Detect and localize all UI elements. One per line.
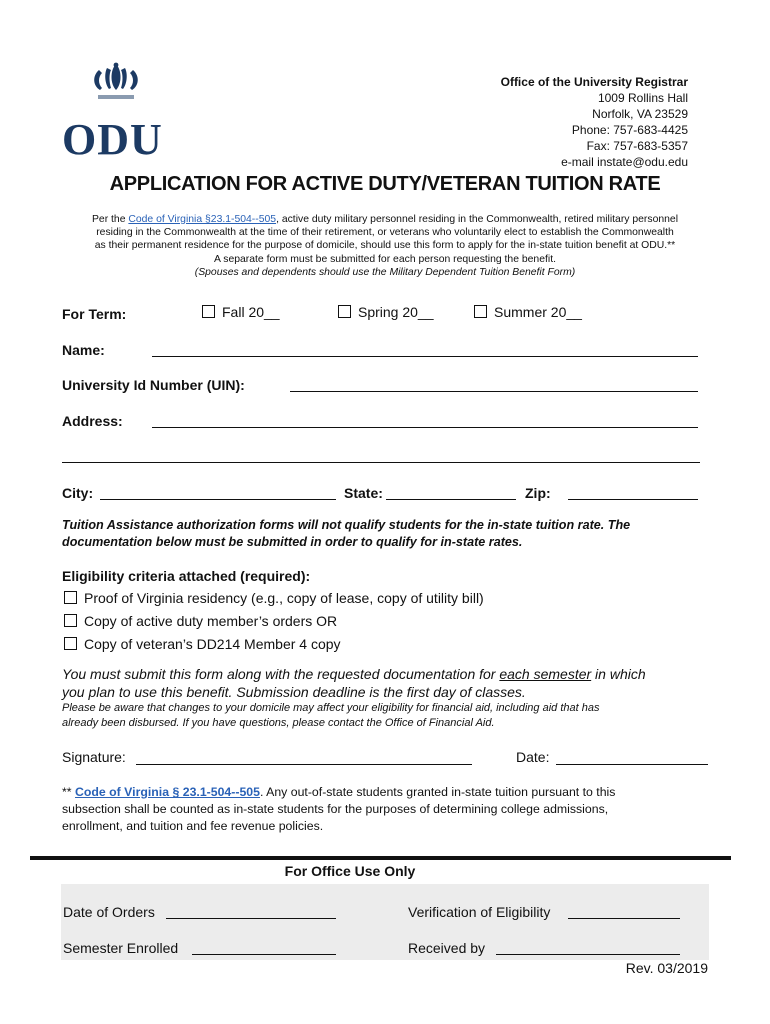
submit-note-part2: in which bbox=[591, 666, 646, 682]
semester-enrolled-label: Semester Enrolled bbox=[63, 940, 179, 956]
intro-paragraph bbox=[60, 213, 710, 279]
residency-checkbox[interactable] bbox=[64, 591, 77, 604]
zip-label: Zip: bbox=[525, 485, 551, 501]
eligibility-item-dd214-label: Copy of veteran’s DD214 Member 4 copy bbox=[84, 636, 341, 652]
eligibility-item-residency-label: Proof of Virginia residency (e.g., copy of lease, copy of utility bill) bbox=[84, 590, 484, 606]
office-use-divider bbox=[30, 856, 731, 860]
submit-note-part1: You must submit this form along with the requested documentation for bbox=[62, 666, 500, 682]
received-by-field[interactable] bbox=[496, 954, 680, 955]
office-address-block bbox=[501, 74, 688, 170]
orders-checkbox[interactable] bbox=[64, 614, 77, 627]
signature-label: Signature: bbox=[62, 749, 126, 765]
state-field[interactable] bbox=[386, 499, 516, 500]
eligibility-item-orders-label: Copy of active duty member’s orders OR bbox=[84, 613, 338, 629]
office-address-line2: Norfolk, VA 23529 bbox=[592, 107, 688, 121]
financial-aid-note bbox=[62, 701, 712, 731]
dd214-checkbox[interactable] bbox=[64, 637, 77, 650]
logo-text: ODU bbox=[62, 115, 163, 164]
term-option-summer[interactable] bbox=[474, 304, 582, 320]
intro-lead: Per the bbox=[91, 214, 129, 225]
uin-label: University Id Number (UIN): bbox=[62, 377, 245, 393]
footnote bbox=[62, 784, 712, 835]
fall-checkbox[interactable] bbox=[202, 305, 215, 318]
submit-note-line2: you plan to use this benefit. Submission deadline is the first day of classes. bbox=[62, 684, 526, 700]
address-field-line2[interactable] bbox=[62, 462, 700, 463]
intro-line4: A separate form must be submitted for each person requesting the benefit. bbox=[214, 253, 556, 265]
eligibility-item-dd214[interactable] bbox=[64, 636, 341, 652]
submission-note bbox=[62, 665, 712, 701]
office-fax: Fax: 757-683-5357 bbox=[586, 139, 688, 153]
term-option-summer-label: Summer 20__ bbox=[494, 304, 582, 320]
footnote-lead: ** bbox=[62, 785, 75, 799]
footnote-line2: subsection shall be counted as in-state students for the purposes of determining college admissions, bbox=[62, 802, 609, 816]
aware-note-line1: Please be aware that changes to your domicile may affect your eligibility for financial aid, including aid that has bbox=[62, 702, 600, 714]
office-use-title: For Office Use Only bbox=[284, 863, 416, 879]
state-label: State: bbox=[344, 485, 383, 501]
aware-note-line2: already been disbursed. If you have questions, please contact the Office of Financial Aid. bbox=[62, 717, 495, 729]
term-option-spring-label: Spring 20__ bbox=[358, 304, 434, 320]
date-of-orders-field[interactable] bbox=[166, 918, 336, 919]
crown-icon bbox=[90, 62, 142, 106]
submit-note-emphasis: each semester bbox=[499, 666, 592, 682]
office-email: e-mail instate@odu.edu bbox=[561, 155, 688, 169]
date-label: Date: bbox=[516, 749, 550, 765]
name-field[interactable] bbox=[152, 356, 698, 357]
footnote-line1: . Any out-of-state students granted in-state tuition pursuant to this bbox=[259, 785, 616, 799]
intro-line3: as their permanent residence for the purpose of domicile, should use this form to apply for the in-state tuition benefit at ODU.** bbox=[94, 240, 676, 252]
office-title: Office of the University Registrar bbox=[500, 75, 688, 89]
address-label: Address: bbox=[62, 413, 123, 429]
zip-field[interactable] bbox=[568, 499, 698, 500]
intro-line1: , active duty military personnel residing in the Commonwealth, retired military personnel bbox=[276, 214, 679, 225]
eligibility-item-orders[interactable] bbox=[64, 613, 337, 629]
code-of-virginia-link[interactable]: Code of Virginia §23.1-504--505 bbox=[128, 214, 277, 225]
revision-date: Rev. 03/2019 bbox=[625, 960, 708, 976]
term-option-fall[interactable] bbox=[202, 304, 280, 320]
verification-field[interactable] bbox=[568, 918, 680, 919]
city-field[interactable] bbox=[100, 499, 336, 500]
office-address-line1: 1009 Rollins Hall bbox=[597, 91, 688, 105]
address-field-line1[interactable] bbox=[152, 427, 698, 428]
intro-line5: (Spouses and dependents should use the Military Dependent Tuition Benefit Form) bbox=[194, 266, 576, 278]
ta-note-line2: documentation below must be submitted in order to qualify for in-state rates. bbox=[62, 535, 523, 549]
office-phone: Phone: 757-683-4425 bbox=[571, 123, 688, 137]
odu-logo bbox=[62, 62, 172, 164]
date-of-orders-label: Date of Orders bbox=[63, 904, 155, 920]
eligibility-title: Eligibility criteria attached (required): bbox=[62, 568, 311, 584]
spring-checkbox[interactable] bbox=[338, 305, 351, 318]
city-label: City: bbox=[62, 485, 94, 501]
term-option-fall-label: Fall 20__ bbox=[222, 304, 280, 320]
intro-line2: residing in the Commonwealth at the time of their retirement, or veterans who voluntarily elect to establish the Commonwealth bbox=[96, 227, 674, 239]
footnote-code-link[interactable]: Code of Virginia § 23.1-504--505 bbox=[75, 785, 260, 799]
term-option-spring[interactable] bbox=[338, 304, 434, 320]
footnote-line3: enrollment, and tuition and fee revenue policies. bbox=[62, 819, 324, 833]
semester-enrolled-field[interactable] bbox=[192, 954, 336, 955]
verification-label: Verification of Eligibility bbox=[408, 904, 551, 920]
name-label: Name: bbox=[62, 342, 105, 358]
summer-checkbox[interactable] bbox=[474, 305, 487, 318]
date-field[interactable] bbox=[556, 764, 708, 765]
received-by-label: Received by bbox=[408, 940, 486, 956]
ta-note-line1: Tuition Assistance authorization forms will not qualify students for the in-state tuition rate. The bbox=[62, 518, 631, 532]
eligibility-item-residency[interactable] bbox=[64, 590, 484, 606]
term-label: For Term: bbox=[62, 306, 127, 322]
tuition-assistance-note bbox=[62, 517, 712, 551]
uin-field[interactable] bbox=[290, 391, 698, 392]
form-title: APPLICATION FOR ACTIVE DUTY/VETERAN TUITION RATE bbox=[109, 173, 661, 195]
signature-field[interactable] bbox=[136, 764, 472, 765]
